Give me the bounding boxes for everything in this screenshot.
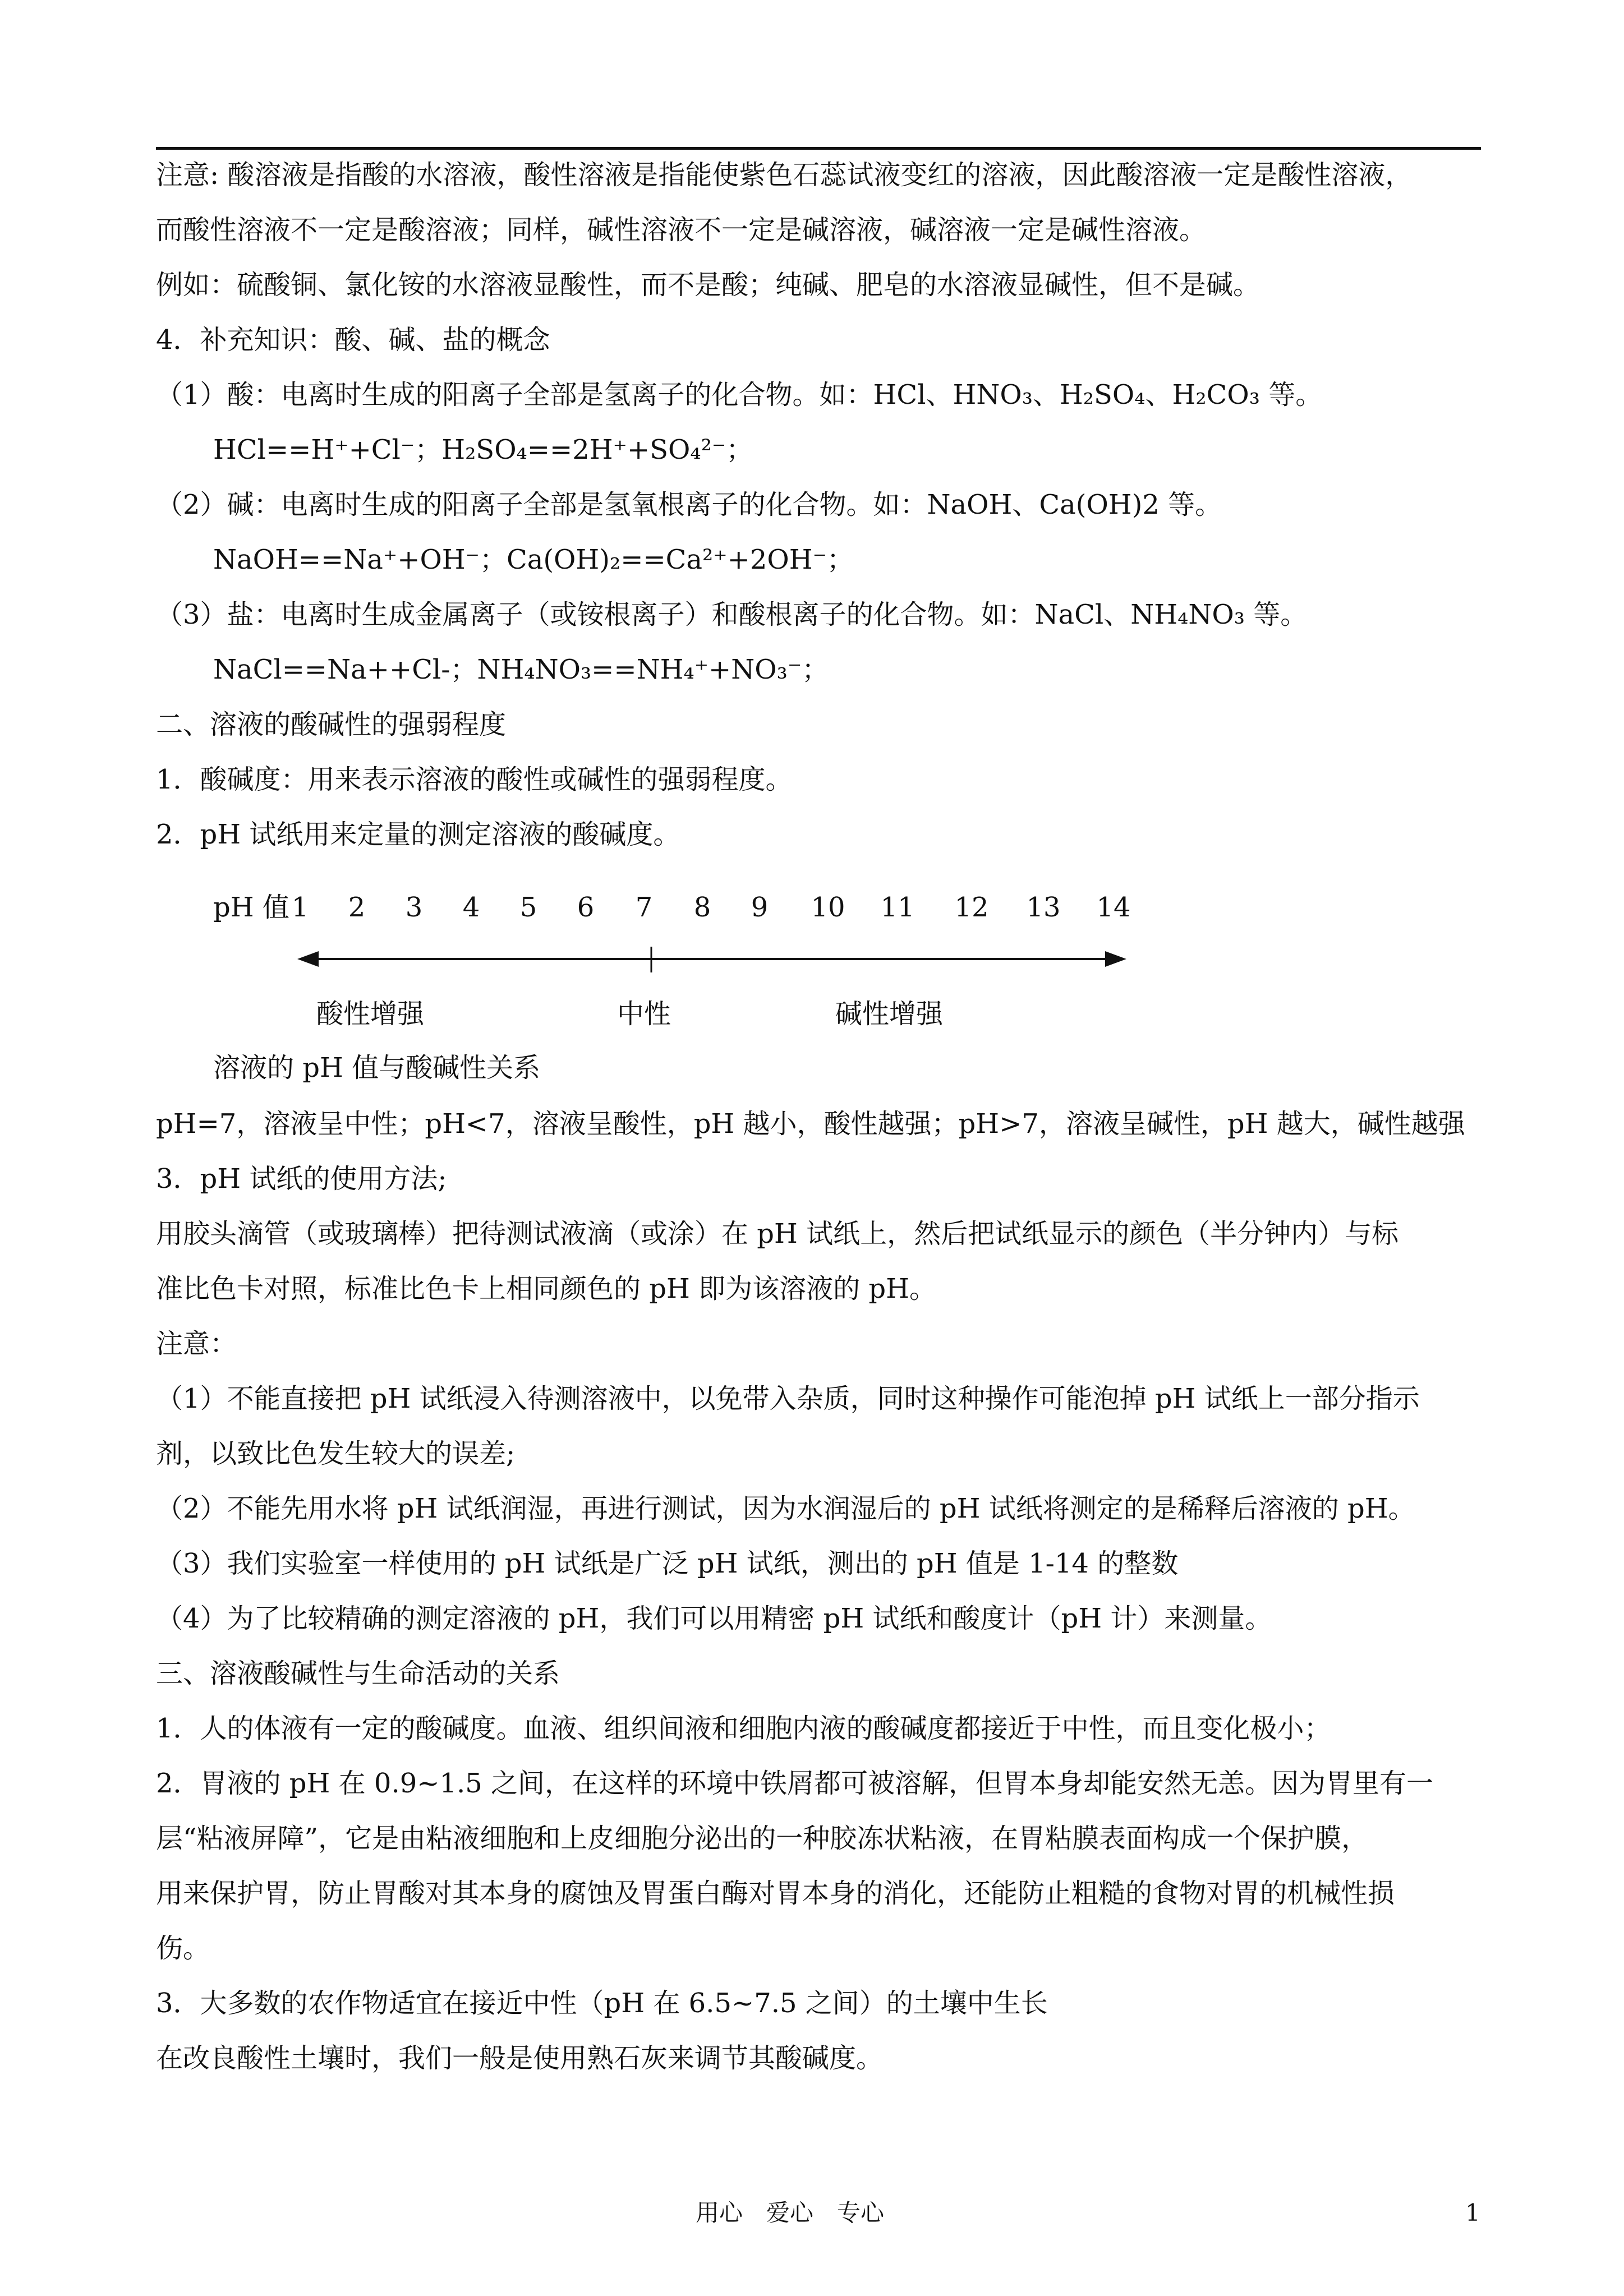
ph-diagram-caption: 溶液的 pH 值与酸碱性关系 <box>213 1052 541 1084</box>
ph-axis-right-arrow <box>1105 951 1126 967</box>
section-4-heading: 4．补充知识：酸、碱、盐的概念 <box>156 324 550 356</box>
note-1-line1: （1）不能直接把 pH 试纸浸入待测溶液中，以免带入杂质，同时这种操作可能泡掉 pH 试纸上一部分指示 <box>156 1383 1420 1414</box>
ph-tick-label: 10 <box>811 892 845 923</box>
ph-paper-intro: 2．pH 试纸用来定量的测定溶液的酸碱度。 <box>156 819 680 850</box>
note-1-line2: 剂，以致比色发生较大的误差; <box>156 1438 516 1469</box>
ph-tick-label: 11 <box>880 892 915 923</box>
salt-definition: （3）盐：电离时生成金属离子（或铵根离子）和酸根离子的化合物。如：NaCl、NH₄NO₃ 等。 <box>156 599 1308 630</box>
header-rule <box>156 147 1481 150</box>
ph-tick-label: 6 <box>577 892 595 923</box>
note-2: （2）不能先用水将 pH 试纸润湿，再进行测试，因为水润湿后的 pH 试纸将测定的是稀释后溶液的 pH。 <box>156 1493 1415 1524</box>
note-continued: 而酸性溶液不一定是酸溶液；同样，碱性溶液不一定是碱溶液，碱溶液一定是碱性溶液。 <box>156 214 1207 246</box>
note-3: （3）我们实验室一样使用的 pH 试纸是广泛 pH 试纸，测出的 pH 值是 1-14 的整数 <box>156 1548 1179 1579</box>
notes-heading: 注意： <box>156 1328 237 1359</box>
section-2-heading: 二、溶液的酸碱性的强弱程度 <box>156 709 507 740</box>
gastric-line4: 伤。 <box>156 1933 210 1964</box>
body-fluids-text: 1．人的体液有一定的酸碱度。血液、组织间液和细胞内液的酸碱度都接近于中性，而且变化极小； <box>156 1713 1331 1744</box>
ph-usage-line2: 准比色卡对照，标准比色卡上相同颜色的 pH 即为该溶液的 pH。 <box>156 1273 936 1304</box>
ph-scale-label: pH 值 <box>213 892 289 923</box>
salt-equations: NaCl==Na++Cl-；NH₄NO₃==NH₄⁺+NO₃⁻； <box>213 654 829 685</box>
ph-tick-label: 3 <box>405 892 423 923</box>
base-equations: NaOH==Na⁺+OH⁻；Ca(OH)₂==Ca²⁺+2OH⁻； <box>213 544 854 575</box>
ph-tick-label: 2 <box>348 892 366 923</box>
acid-increase-label: 酸性增强 <box>316 998 425 1030</box>
ph-tick-label: 14 <box>1096 892 1131 923</box>
section-3-heading: 3．pH 试纸的使用方法; <box>156 1163 447 1195</box>
soil-improvement-text: 在改良酸性土壤时，我们一般是使用熟石灰来调节其酸碱度。 <box>156 2043 884 2074</box>
ph-tick-label: 1 <box>291 892 309 923</box>
gastric-line2: 层“粘液屏障”，它是由粘液细胞和上皮细胞分泌出的一种胶冻状粘液，在胃粘膜表面构成一个保护膜， <box>156 1823 1369 1854</box>
base-increase-label: 碱性增强 <box>835 998 944 1030</box>
acidity-definition: 1．酸碱度：用来表示溶液的酸性或碱性的强弱程度。 <box>156 764 793 795</box>
acid-equations: HCl==H⁺+Cl⁻；H₂SO₄==2H⁺+SO₄²⁻； <box>213 434 753 465</box>
footer-motto: 用心 爱心 专心 <box>696 2199 885 2226</box>
section-3-life-heading: 三、溶液酸碱性与生命活动的关系 <box>156 1658 560 1689</box>
gastric-line1: 2．胃液的 pH 在 0.9~1.5 之间，在这样的环境中铁屑都可被溶解，但胃本身却能安然无恙。因为胃里有一 <box>156 1768 1434 1799</box>
ph-tick-label: 4 <box>462 892 480 923</box>
acid-definition: （1）酸：电离时生成的阳离子全部是氢离子的化合物。如：HCl、HNO₃、H₂SO₄、H₂CO₃ 等。 <box>156 379 1323 411</box>
ph-axis-left-arrow <box>297 951 319 967</box>
ph-tick-label: 13 <box>1026 892 1061 923</box>
base-definition: （2）碱：电离时生成的阳离子全部是氢氧根离子的化合物。如：NaOH、Ca(OH)2 等。 <box>156 489 1222 520</box>
ph-tick-label: 9 <box>751 892 769 923</box>
page-number: 1 <box>1465 2199 1480 2226</box>
note-4: （4）为了比较精确的测定溶液的 pH，我们可以用精密 pH 试纸和酸度计（pH 计）来测量。 <box>156 1603 1272 1634</box>
ph-tick-label: 7 <box>635 892 653 923</box>
example-text: 例如：硫酸铜、氯化铵的水溶液显酸性，而不是酸；纯碱、肥皂的水溶液显碱性，但不是碱。 <box>156 269 1260 301</box>
gastric-line3: 用来保护胃，防止胃酸对其本身的腐蚀及胃蛋白酶对胃本身的消化，还能防止粗糙的食物对胃的机械性损 <box>156 1878 1395 1909</box>
ph-tick-label: 8 <box>693 892 711 923</box>
neutral-label: 中性 <box>617 998 671 1030</box>
note-acid-solution: 注意: 酸溶液是指酸的水溶液，酸性溶液是指能使紫色石蕊试液变红的溶液，因此酸溶液一定是酸性溶液， <box>156 159 1413 191</box>
crops-text: 3．大多数的农作物适宜在接近中性（pH 在 6.5~7.5 之间）的土壤中生长 <box>156 1988 1048 2019</box>
ph-summary: pH=7，溶液呈中性；pH<7，溶液呈酸性，pH 越小，酸性越强；pH>7，溶液呈碱性，pH 越大，碱性越强 <box>156 1108 1465 1140</box>
ph-axis <box>297 942 1128 976</box>
ph-usage-line1: 用胶头滴管（或玻璃棒）把待测试液滴（或涂）在 pH 试纸上，然后把试纸显示的颜色（半分钟内）与标 <box>156 1218 1399 1250</box>
ph-tick-label: 12 <box>954 892 989 923</box>
ph-tick-label: 5 <box>519 892 537 923</box>
